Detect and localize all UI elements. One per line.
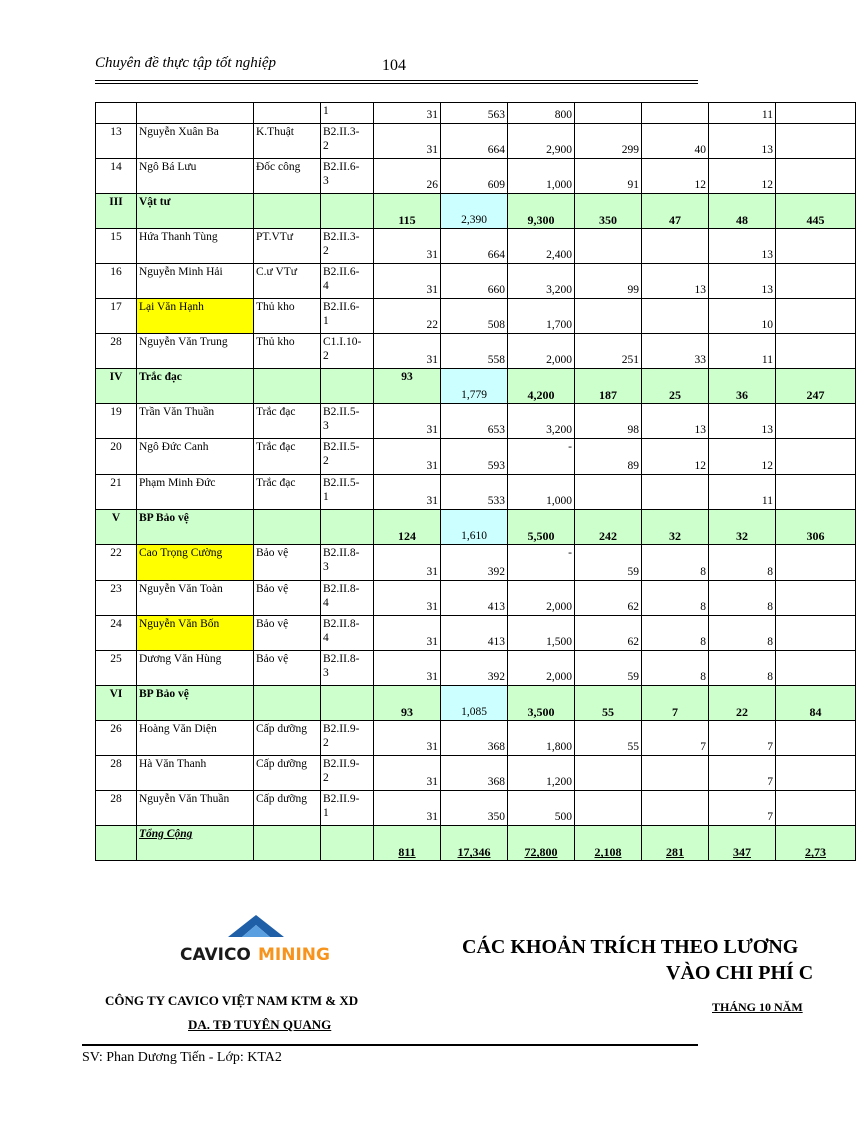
cell-col5: 33 [642,334,709,369]
section-row [96,686,856,721]
page-number: 104 [382,57,406,74]
cell-col6: 22 [709,686,776,721]
cell-position: Thủ kho [254,299,321,334]
cell-col3: 1,000 [508,159,575,194]
cell-no [96,103,137,124]
cell-col4: 2,108 [575,826,642,861]
cell-name: Nguyễn Văn Thuần [137,791,254,826]
cell-col2: 2,390 [441,194,508,229]
table-row [96,264,856,299]
cell-col1: 31 [374,103,441,124]
cavico-logo [178,915,343,970]
cell-position [254,510,321,545]
cell-col3: 500 [508,791,575,826]
table-row [96,404,856,439]
cell-col1: 31 [374,616,441,651]
cell-position: Đốc công [254,159,321,194]
cell-no: 24 [96,616,137,651]
cell-col7: 2,73 [776,826,856,861]
cell-col6: 10 [709,299,776,334]
cell-col4 [575,756,642,791]
cell-position: Cấp dưỡng [254,756,321,791]
cell-col2: 413 [441,616,508,651]
cell-code: B2.II.3- 2 [321,124,374,159]
table-row [96,581,856,616]
cell-col3: 72,800 [508,826,575,861]
cell-name: Cao Trọng Cường [137,545,254,581]
cell-col3: 4,200 [508,369,575,404]
cell-col7 [776,439,856,475]
cell-code: B2.II.8- 4 [321,616,374,651]
cell-col7 [776,264,856,299]
cell-code [321,194,374,229]
header-divider [95,80,698,81]
cell-col4: 59 [575,545,642,581]
table-row [96,334,856,369]
cell-position [254,826,321,861]
cell-col7 [776,334,856,369]
cell-name: Nguyễn Văn Trung [137,334,254,369]
cell-col3: 1,200 [508,756,575,791]
cell-no: 28 [96,791,137,826]
cell-col2: 664 [441,124,508,159]
cell-code: B2.II.8- 4 [321,581,374,616]
cell-position: Trắc đạc [254,475,321,510]
cell-col4: 89 [575,439,642,475]
cell-col5: 13 [642,404,709,439]
table-row [96,439,856,475]
logo-text-b: MINING [258,945,330,965]
cell-col3: 3,500 [508,686,575,721]
cell-code [321,686,374,721]
cell-position [254,369,321,404]
cell-no [96,826,137,861]
cell-col7 [776,103,856,124]
cell-col2: 609 [441,159,508,194]
cell-no: 28 [96,756,137,791]
cell-position: Trắc đạc [254,404,321,439]
cell-col2: 368 [441,721,508,756]
cell-code: B2.II.9- 2 [321,756,374,791]
cell-col6: 7 [709,791,776,826]
cell-name: Trắc đạc [137,369,254,404]
cell-name: Trần Văn Thuần [137,404,254,439]
cell-col6: 8 [709,545,776,581]
cell-name: Hứa Thanh Tùng [137,229,254,264]
cell-col7 [776,651,856,686]
cell-col3: 2,000 [508,334,575,369]
cell-col5: 12 [642,439,709,475]
cell-code: B2.II.8- 3 [321,651,374,686]
cell-col7 [776,159,856,194]
cell-code: B2.II.5- 1 [321,475,374,510]
cell-col1: 31 [374,404,441,439]
section-row [96,369,856,404]
cell-code: B2.II.8- 3 [321,545,374,581]
cell-code [321,369,374,404]
cell-col4: 350 [575,194,642,229]
cell-col2: 392 [441,651,508,686]
cell-col4: 98 [575,404,642,439]
cell-col1: 811 [374,826,441,861]
cell-col5: 8 [642,581,709,616]
cell-col4 [575,475,642,510]
cell-col1: 31 [374,264,441,299]
cell-col3: 3,200 [508,404,575,439]
cell-col1: 31 [374,545,441,581]
cell-no: 16 [96,264,137,299]
header-divider-2 [95,83,698,84]
cell-name: Nguyễn Minh Hải [137,264,254,299]
cell-position: Thủ kho [254,334,321,369]
cell-col2: 413 [441,581,508,616]
cell-col5: 7 [642,686,709,721]
cell-col5 [642,229,709,264]
table-row [96,159,856,194]
cell-col6: 32 [709,510,776,545]
cell-col3: 3,200 [508,264,575,299]
cell-col7 [776,791,856,826]
cell-col2: 653 [441,404,508,439]
cell-col4 [575,229,642,264]
cell-no: 22 [96,545,137,581]
cell-col7 [776,299,856,334]
cell-col5: 47 [642,194,709,229]
table-row [96,103,856,124]
cell-col5: 8 [642,545,709,581]
cell-col3: 2,000 [508,581,575,616]
cell-col3: 800 [508,103,575,124]
header-title: Chuyên đề thực tập tốt nghiệp [95,55,277,71]
cell-position [254,103,321,124]
cell-no: 21 [96,475,137,510]
cell-col3: 5,500 [508,510,575,545]
cell-col5: 281 [642,826,709,861]
cell-col1: 22 [374,299,441,334]
cell-col7 [776,545,856,581]
cell-code [321,510,374,545]
cell-col7 [776,721,856,756]
cell-col2: 1,610 [441,510,508,545]
cell-col6: 11 [709,103,776,124]
table-row [96,299,856,334]
cell-name: Phạm Minh Đức [137,475,254,510]
cell-position: Trắc đạc [254,439,321,475]
section-row [96,510,856,545]
cell-col5: 7 [642,721,709,756]
cell-no: V [96,510,137,545]
cell-col5: 12 [642,159,709,194]
cell-code: B2.II.3- 2 [321,229,374,264]
cell-name: Hà Văn Thanh [137,756,254,791]
cell-code: B2.II.6- 4 [321,264,374,299]
cell-col4 [575,299,642,334]
table-row [96,545,856,581]
cell-name: Ngô Bá Lưu [137,159,254,194]
cell-col6: 7 [709,756,776,791]
cell-col3: 1,700 [508,299,575,334]
cell-name: Dương Văn Hùng [137,651,254,686]
cell-code: B2.II.6- 3 [321,159,374,194]
cell-col1: 31 [374,475,441,510]
table-row [96,756,856,791]
doc-title-line2: VÀO CHI PHÍ C [666,962,814,984]
table-row [96,791,856,826]
cell-col2: 664 [441,229,508,264]
cell-col2: 660 [441,264,508,299]
cell-col6: 13 [709,404,776,439]
cell-col5 [642,756,709,791]
cell-code: B2.II.9- 1 [321,791,374,826]
cell-position: K.Thuật [254,124,321,159]
cell-col7 [776,124,856,159]
cell-code: B2.II.6- 1 [321,299,374,334]
cell-col2: 392 [441,545,508,581]
cell-col1: 31 [374,124,441,159]
project-name: DA. TĐ TUYÊN QUANG [188,1017,332,1032]
cell-name: Tổng Cộng [137,826,254,861]
table-row [96,229,856,264]
table-row [96,124,856,159]
cell-col3: 2,900 [508,124,575,159]
cell-no: 15 [96,229,137,264]
cell-col6: 347 [709,826,776,861]
cell-col2: 1,085 [441,686,508,721]
cell-position: Bảo vệ [254,581,321,616]
cell-col3: 2,400 [508,229,575,264]
cell-col6: 12 [709,159,776,194]
cell-position: Cấp dưỡng [254,721,321,756]
cell-col4: 99 [575,264,642,299]
cell-col4: 59 [575,651,642,686]
cell-col3: 1,000 [508,475,575,510]
cell-no: 23 [96,581,137,616]
cell-name: Nguyễn Xuân Ba [137,124,254,159]
cell-col5 [642,475,709,510]
cell-col4: 251 [575,334,642,369]
doc-title-line1: CÁC KHOẢN TRÍCH THEO LƯƠNG [462,936,799,958]
cell-col1: 31 [374,651,441,686]
cell-col6: 13 [709,124,776,159]
footer-text: SV: Phan Dương Tiến - Lớp: KTA2 [82,1050,282,1065]
cell-col6: 13 [709,229,776,264]
cell-col2: 533 [441,475,508,510]
cell-col7: 306 [776,510,856,545]
cell-col2: 17,346 [441,826,508,861]
cell-col6: 13 [709,264,776,299]
cell-col5: 8 [642,616,709,651]
cell-position: PT.VTư [254,229,321,264]
cell-col2: 368 [441,756,508,791]
cell-no: 19 [96,404,137,439]
cell-col3: - [508,439,575,475]
cell-col7 [776,581,856,616]
cell-code: C1.I.10- 2 [321,334,374,369]
cell-col3: 1,800 [508,721,575,756]
cell-col7 [776,229,856,264]
cell-col4 [575,791,642,826]
cell-name: Ngô Đức Canh [137,439,254,475]
cell-no: 13 [96,124,137,159]
cell-col2: 350 [441,791,508,826]
cell-col4: 55 [575,686,642,721]
cell-col5: 25 [642,369,709,404]
cell-no: IV [96,369,137,404]
cell-col2: 563 [441,103,508,124]
cell-col5: 40 [642,124,709,159]
cell-col6: 8 [709,581,776,616]
company-name: CÔNG TY CAVICO VIỆT NAM KTM & XD [105,993,359,1008]
cell-no: 26 [96,721,137,756]
cell-no: 28 [96,334,137,369]
cell-col1: 93 [374,686,441,721]
doc-month: THÁNG 10 NĂM [712,1000,803,1014]
cell-col1: 31 [374,581,441,616]
cell-col4 [575,103,642,124]
table-row [96,651,856,686]
cell-code: B2.II.9- 2 [321,721,374,756]
cell-col5 [642,791,709,826]
cell-col1: 31 [374,439,441,475]
cell-col6: 11 [709,334,776,369]
cell-position: Bảo vệ [254,616,321,651]
cell-col6: 7 [709,721,776,756]
cell-position: C.ư VTư [254,264,321,299]
logo-text-a: CAVICO [180,945,251,965]
cell-col1: 31 [374,334,441,369]
cell-col2: 1,779 [441,369,508,404]
salary-table [95,102,856,861]
cell-col6: 36 [709,369,776,404]
cell-col7: 84 [776,686,856,721]
cell-position: Bảo vệ [254,545,321,581]
cell-col4: 62 [575,616,642,651]
cell-col2: 558 [441,334,508,369]
cell-col6: 11 [709,475,776,510]
cell-col7 [776,404,856,439]
cell-col3: 1,500 [508,616,575,651]
cell-col7 [776,756,856,791]
cell-no: 25 [96,651,137,686]
cell-col1: 31 [374,721,441,756]
cell-name: Vật tư [137,194,254,229]
cell-position [254,686,321,721]
table-row [96,721,856,756]
cell-col1: 93 [374,369,441,404]
cell-col6: 8 [709,616,776,651]
cell-name: Nguyễn Văn Bốn [137,616,254,651]
cell-col1: 26 [374,159,441,194]
cell-code: B2.II.5- 2 [321,439,374,475]
cell-name [137,103,254,124]
cell-name: BP Bảo vệ [137,686,254,721]
cell-no: 14 [96,159,137,194]
cell-no: III [96,194,137,229]
cell-code [321,826,374,861]
cell-col5: 13 [642,264,709,299]
cell-col6: 8 [709,651,776,686]
cell-col6: 48 [709,194,776,229]
section-row [96,194,856,229]
cell-col3: 9,300 [508,194,575,229]
cell-col1: 124 [374,510,441,545]
cell-col4: 299 [575,124,642,159]
footer-divider [82,1044,698,1046]
cell-col3: 2,000 [508,651,575,686]
table-row [96,475,856,510]
cell-col4: 242 [575,510,642,545]
cell-col3: - [508,545,575,581]
cell-col4: 55 [575,721,642,756]
cell-col1: 31 [374,791,441,826]
cell-no: 20 [96,439,137,475]
cell-position: Bảo vệ [254,651,321,686]
cell-col5: 8 [642,651,709,686]
cell-col1: 31 [374,756,441,791]
cell-no: 17 [96,299,137,334]
cell-name: Hoàng Văn Diện [137,721,254,756]
table-row [96,616,856,651]
cell-col2: 593 [441,439,508,475]
cell-no: VI [96,686,137,721]
cell-name: Nguyễn Văn Toàn [137,581,254,616]
cell-col7 [776,616,856,651]
cell-position: Cấp dưỡng [254,791,321,826]
cell-col4: 187 [575,369,642,404]
cell-col4: 62 [575,581,642,616]
cell-col7: 445 [776,194,856,229]
cell-col5: 32 [642,510,709,545]
cell-position [254,194,321,229]
cell-col1: 115 [374,194,441,229]
cell-code: B2.II.5- 3 [321,404,374,439]
cell-col5 [642,299,709,334]
cell-col7 [776,475,856,510]
cell-col6: 12 [709,439,776,475]
cell-col1: 31 [374,229,441,264]
cell-col5 [642,103,709,124]
cell-col4: 91 [575,159,642,194]
cell-name: BP Bảo vệ [137,510,254,545]
cell-col2: 508 [441,299,508,334]
cell-code: 1 [321,103,374,124]
total-row [96,826,856,861]
cell-col7: 247 [776,369,856,404]
cell-name: Lại Văn Hạnh [137,299,254,334]
